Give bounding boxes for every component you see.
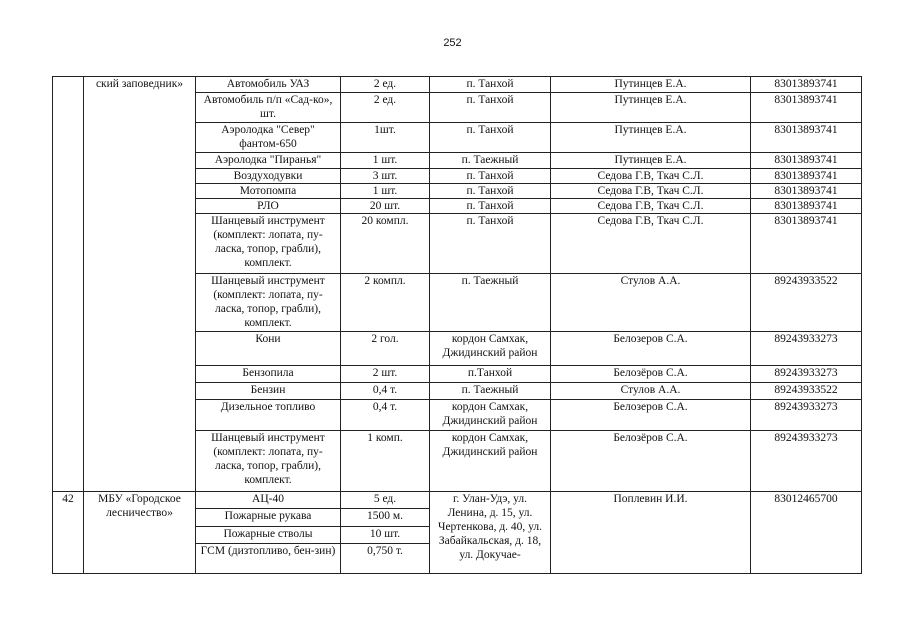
responsible-cell: Седова Г.В, Ткач С.Л. xyxy=(551,214,751,274)
qty-cell: 2 компл. xyxy=(341,274,430,332)
qty-cell: 1 комп. xyxy=(341,431,430,492)
responsible-cell: Седова Г.В, Ткач С.Л. xyxy=(551,169,751,184)
location-cell: п. Таежный xyxy=(430,274,551,332)
responsible-cell: Путинцев Е.А. xyxy=(551,93,751,123)
qty-cell: 1 шт. xyxy=(341,153,430,169)
location-cell: кордон Самхак, Джидинский район xyxy=(430,431,551,492)
qty-cell: 2 гол. xyxy=(341,332,430,366)
location-cell: п. Таежный xyxy=(430,153,551,169)
responsible-cell: Поплевин И.И. xyxy=(551,492,751,574)
responsible-cell: Белозёров С.А. xyxy=(551,366,751,383)
qty-cell: 0,750 т. xyxy=(341,544,430,574)
phone-cell: 89243933273 xyxy=(751,431,862,492)
item-cell: Пожарные рукава xyxy=(196,509,341,527)
responsible-cell: Стулов А.А. xyxy=(551,383,751,400)
location-cell: г. Улан-Удэ, ул. Ленина, д. 15, ул. Чертенкова, д. 40, ул. Забайкальская, д. 18, ул. Докучае- xyxy=(430,492,551,574)
item-cell: Автомобиль УАЗ xyxy=(196,77,341,93)
location-cell: п. Танхой xyxy=(430,169,551,184)
org-name-cell: ский заповедник» xyxy=(84,77,196,492)
row-number-cell xyxy=(53,77,84,492)
qty-cell: 5 ед. xyxy=(341,492,430,509)
table-row xyxy=(53,77,862,93)
qty-cell: 1 шт. xyxy=(341,184,430,199)
qty-cell: 0,4 т. xyxy=(341,383,430,400)
phone-cell: 89243933273 xyxy=(751,332,862,366)
item-cell: Бензопила xyxy=(196,366,341,383)
item-cell: РЛО xyxy=(196,199,341,214)
phone-cell: 83013893741 xyxy=(751,153,862,169)
item-cell: ГСМ (дизтопливо, бен-зин) xyxy=(196,544,341,574)
phone-cell: 83013893741 xyxy=(751,169,862,184)
qty-cell: 10 шт. xyxy=(341,527,430,544)
item-cell: Шанцевый инструмент (комплект: лопата, пу-ласка, топор, грабли), комплект. xyxy=(196,274,341,332)
location-cell: п. Танхой xyxy=(430,77,551,93)
item-cell: Шанцевый инструмент (комплект: лопата, пу-ласка, топор, грабли), комплект. xyxy=(196,431,341,492)
location-cell: п. Танхой xyxy=(430,93,551,123)
phone-cell: 89243933522 xyxy=(751,274,862,332)
phone-cell: 83013893741 xyxy=(751,77,862,93)
phone-cell: 83013893741 xyxy=(751,93,862,123)
location-cell: кордон Самхак, Джидинский район xyxy=(430,332,551,366)
table-row xyxy=(53,492,862,509)
phone-cell: 89243933522 xyxy=(751,383,862,400)
item-cell: Аэролодка "Пиранья" xyxy=(196,153,341,169)
qty-cell: 2 ед. xyxy=(341,93,430,123)
qty-cell: 2 ед. xyxy=(341,77,430,93)
location-cell: кордон Самхак, Джидинский район xyxy=(430,400,551,431)
responsible-cell: Стулов А.А. xyxy=(551,274,751,332)
responsible-cell: Белозёров С.А. xyxy=(551,431,751,492)
section-2 xyxy=(53,492,862,574)
phone-cell: 83013893741 xyxy=(751,184,862,199)
phone-cell: 83013893741 xyxy=(751,214,862,274)
item-cell: Бензин xyxy=(196,383,341,400)
responsible-cell: Путинцев Е.А. xyxy=(551,153,751,169)
page-number: 252 xyxy=(443,37,462,49)
item-cell: Дизельное топливо xyxy=(196,400,341,431)
location-cell: п.Танхой xyxy=(430,366,551,383)
qty-cell: 1500 м. xyxy=(341,509,430,527)
qty-cell: 1шт. xyxy=(341,123,430,153)
responsible-cell: Седова Г.В, Ткач С.Л. xyxy=(551,184,751,199)
item-cell: Кони xyxy=(196,332,341,366)
item-cell: Шанцевый инструмент (комплект: лопата, пу-ласка, топор, грабли), комплект. xyxy=(196,214,341,274)
qty-cell: 20 компл. xyxy=(341,214,430,274)
responsible-cell: Белозеров С.А. xyxy=(551,332,751,366)
qty-cell: 20 шт. xyxy=(341,199,430,214)
item-cell: АЦ-40 xyxy=(196,492,341,509)
qty-cell: 2 шт. xyxy=(341,366,430,383)
org-name-cell: МБУ «Городское лесничество» xyxy=(84,492,196,574)
phone-cell: 89243933273 xyxy=(751,400,862,431)
phone-cell: 83013893741 xyxy=(751,199,862,214)
responsible-cell: Седова Г.В, Ткач С.Л. xyxy=(551,199,751,214)
responsible-cell: Путинцев Е.А. xyxy=(551,123,751,153)
location-cell: п. Танхой xyxy=(430,214,551,274)
location-cell: п. Танхой xyxy=(430,199,551,214)
resources-table xyxy=(52,76,862,574)
item-cell: Автомобиль п/п «Сад-ко», шт. xyxy=(196,93,341,123)
phone-cell: 83013893741 xyxy=(751,123,862,153)
location-cell: п. Танхой xyxy=(430,123,551,153)
qty-cell: 0,4 т. xyxy=(341,400,430,431)
item-cell: Воздуходувки xyxy=(196,169,341,184)
section-1 xyxy=(53,77,862,492)
item-cell: Аэролодка "Север" фантом-650 xyxy=(196,123,341,153)
item-cell: Мотопомпа xyxy=(196,184,341,199)
phone-cell: 89243933273 xyxy=(751,366,862,383)
qty-cell: 3 шт. xyxy=(341,169,430,184)
responsible-cell: Путинцев Е.А. xyxy=(551,77,751,93)
location-cell: п. Таежный xyxy=(430,383,551,400)
phone-cell: 83012465700 xyxy=(751,492,862,574)
row-number-cell: 42 xyxy=(53,492,84,574)
item-cell: Пожарные стволы xyxy=(196,527,341,544)
location-cell: п. Танхой xyxy=(430,184,551,199)
responsible-cell: Белозеров С.А. xyxy=(551,400,751,431)
